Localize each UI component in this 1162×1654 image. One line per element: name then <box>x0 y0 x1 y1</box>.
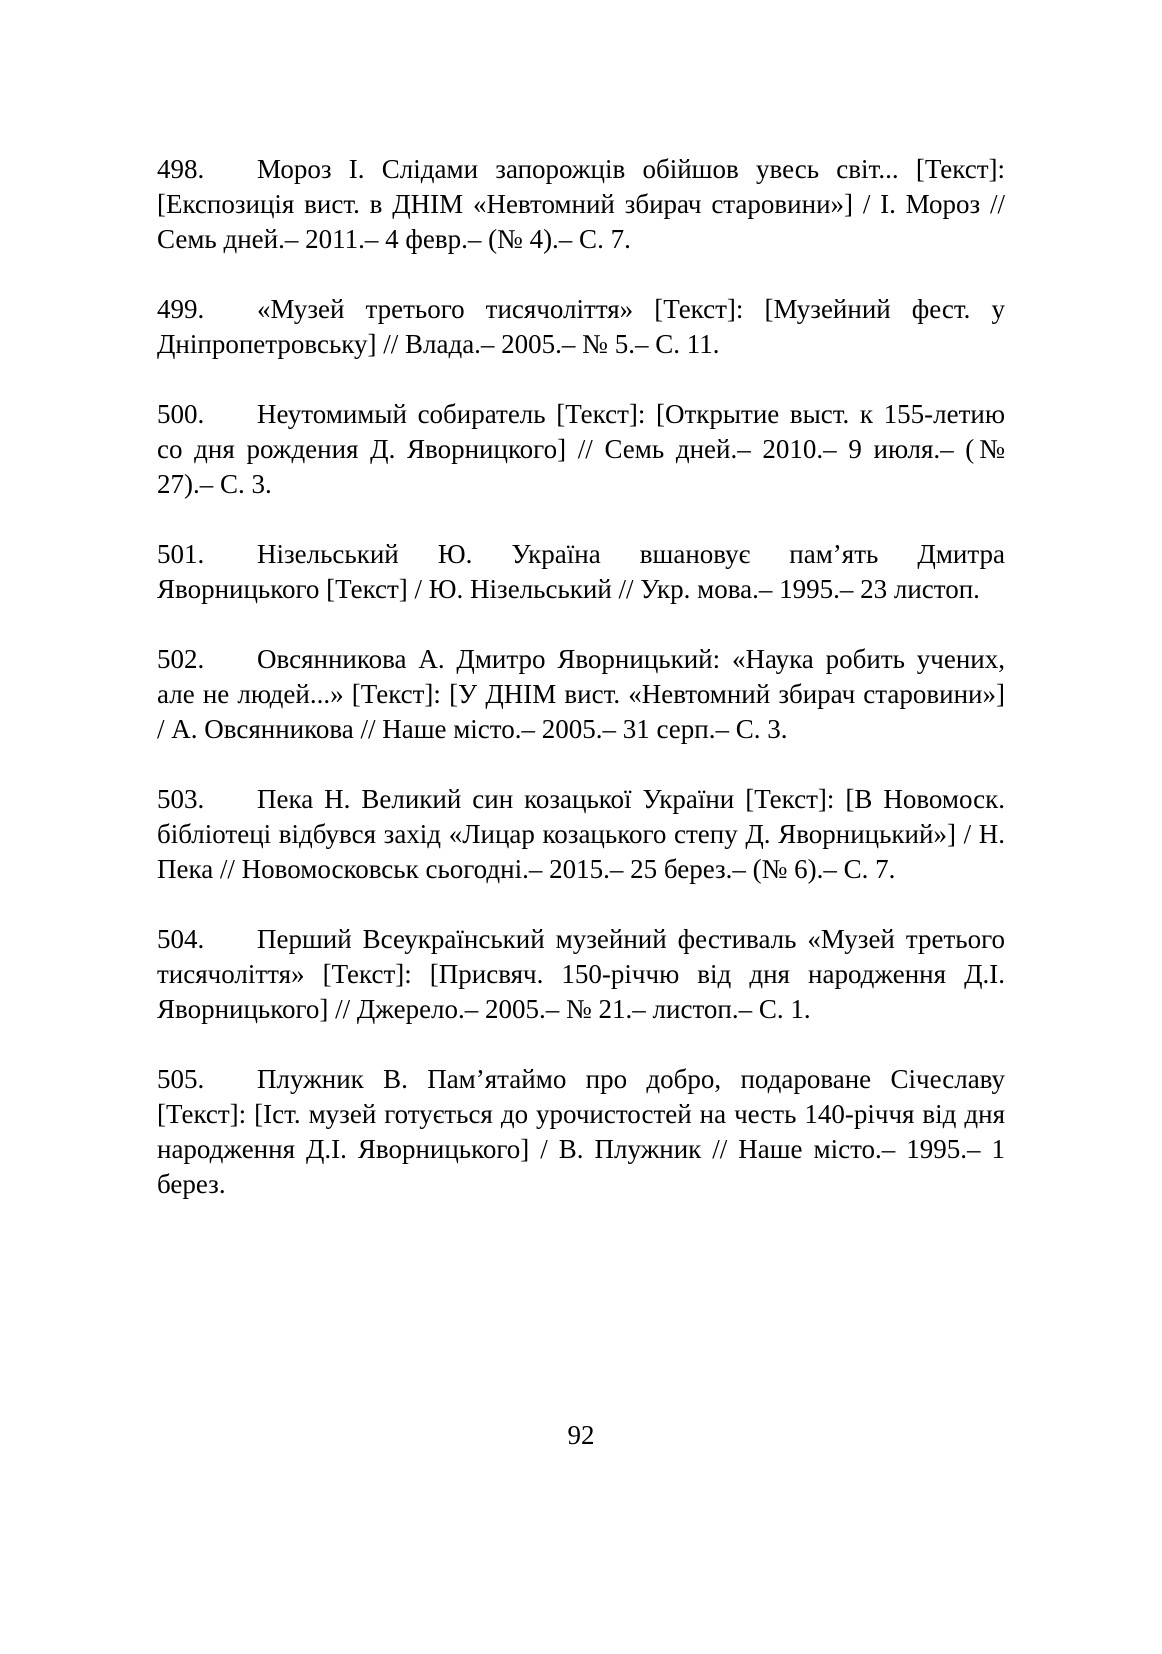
entry-number: 505. <box>157 1064 205 1094</box>
entry-text: Неутомимый собиратель [Текст]: [Открытие выст. к 155-летию со дня рождения Д. Яворницкого] // Семь дней.– 2010.– 9 июля.– (№ 27).– С. 3. <box>157 399 1005 499</box>
bibliography-entry <box>157 292 1005 362</box>
bibliography-entry <box>157 1062 1005 1202</box>
entry-text: «Музей третього тисячоліття» [Текст]: [Музейний фест. у Дніпропетровську] // Влада.– 2005.– № 5.– С. 11. <box>157 294 1005 359</box>
bibliography-entry <box>157 152 1005 257</box>
entry-number: 503. <box>157 784 205 814</box>
bibliography-list <box>157 152 1005 1237</box>
bibliography-entry <box>157 922 1005 1027</box>
bibliography-entry <box>157 782 1005 887</box>
entry-text: Перший Всеукраїнський музейний фестиваль «Музей третього тисячоліття» [Текст]: [Присвяч. 150-річчю від дня народження Д.І. Яворницького] // Джерело.– 2005.– № 21.– листоп.– С. 1. <box>157 924 1005 1024</box>
bibliography-entry <box>157 397 1005 502</box>
entry-number: 502. <box>157 644 205 674</box>
entry-number: 500. <box>157 399 205 429</box>
page-number: 92 <box>567 1420 595 1450</box>
entry-number: 499. <box>157 294 205 324</box>
entry-text: Мороз І. Слідами запорожців обійшов увесь світ... [Текст]: [Експозиція вист. в ДНІМ «Невтомний збирач старовини»] / І. Мороз // Семь дней.– 2011.– 4 февр.– (№ 4).– С. 7. <box>157 154 1005 254</box>
bibliography-entry <box>157 537 1005 607</box>
entry-text: Овсянникова А. Дмитро Яворницький: «Наука робить учених, але не людей...» [Текст]: [У ДНІМ вист. «Невтомний збирач старовини»] / А. Овсянникова // Наше місто.– 2005.– 31 серп.– С. 3. <box>157 644 1005 744</box>
bibliography-entry <box>157 642 1005 747</box>
entry-number: 504. <box>157 924 205 954</box>
entry-text: Пека Н. Великий син козацької України [Текст]: [В Новомоск. бібліотеці відбувся захід «Лицар козацького степу Д. Яворницький»] / Н. Пека // Новомосковськ сьогодні.– 2015.– 25 берез.– (№ 6).– С. 7. <box>157 784 1005 884</box>
entry-number: 501. <box>157 539 205 569</box>
entry-number: 498. <box>157 154 205 184</box>
entry-text: Плужник В. Пам’ятаймо про добро, подароване Січеславу [Текст]: [Іст. музей готується до урочистостей на честь 140-річчя від дня народження Д.І. Яворницького] / В. Плужник // Наше місто.– 1995.– 1 берез. <box>157 1064 1005 1199</box>
entry-text: Нізельський Ю. Україна вшановує пам’ять Дмитра Яворницького [Текст] / Ю. Нізельський // Укр. мова.– 1995.– 23 листоп. <box>157 539 1005 604</box>
